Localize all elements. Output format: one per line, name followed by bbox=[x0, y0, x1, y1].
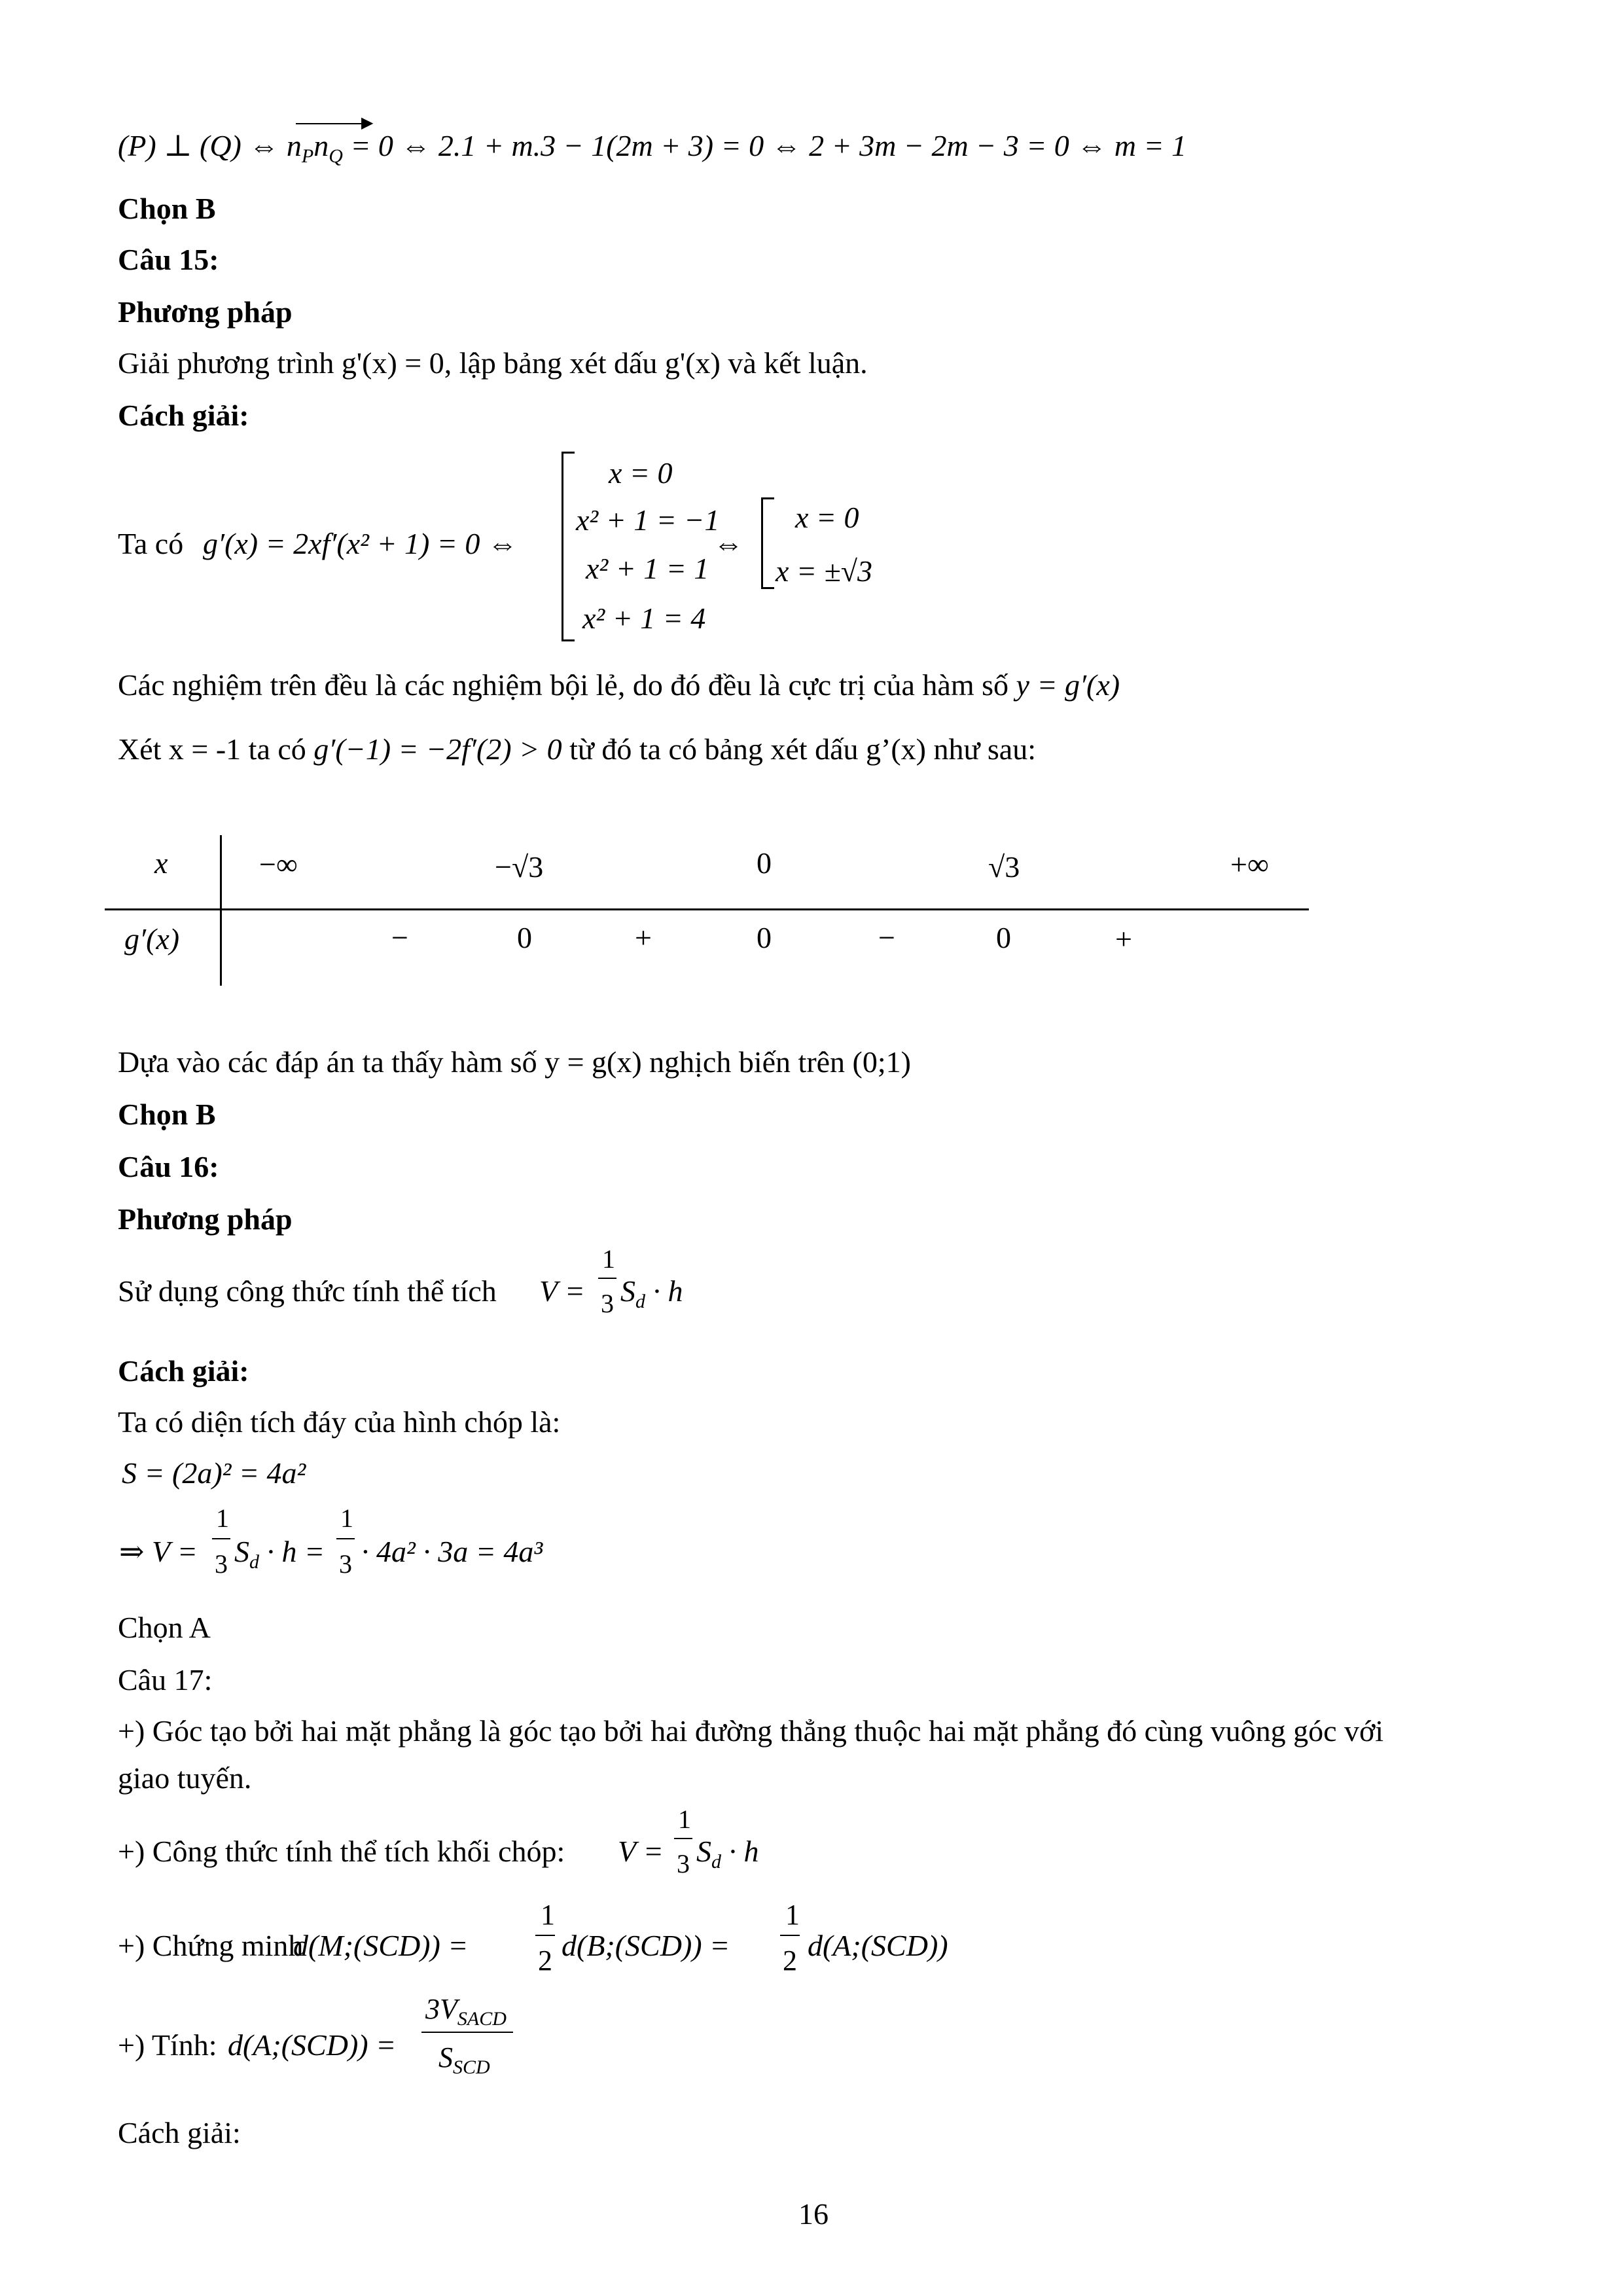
bracket2-top bbox=[761, 497, 774, 499]
page-number: 16 bbox=[798, 2197, 829, 2231]
vector-arrow bbox=[296, 123, 368, 124]
q17-item2-den: 3 bbox=[677, 1849, 690, 1878]
bracket2-bottom bbox=[761, 587, 774, 589]
q17-item3-c: d(A;(SCD)) bbox=[808, 1929, 948, 1962]
table-hline bbox=[105, 908, 1309, 910]
q17-item4-den: $S_{SCD}$ bbox=[438, 2041, 490, 2078]
q17-item1-line2: giao tuyến. bbox=[118, 1761, 252, 1795]
q16-title: Câu 16: bbox=[118, 1150, 219, 1183]
vol-num-2: 1 bbox=[340, 1503, 353, 1533]
q17-item2-text: +) Công thức tính thể tích khối chóp: bbox=[118, 1835, 565, 1868]
q15-conclusion: Dựa vào các đáp án ta thấy hàm số y = g(x) nghịch biến trên (0;1) bbox=[118, 1045, 911, 1079]
fraction-bar bbox=[336, 1538, 355, 1539]
q17-item3-text: +) Chứng minh bbox=[118, 1929, 304, 1962]
q17-item3-a: d(M;(SCD)) = bbox=[293, 1929, 469, 1962]
table-row2-label: g′(x) bbox=[124, 922, 180, 956]
q16-area-eq: S = (2a)² = 4a² bbox=[122, 1456, 306, 1490]
equiv-symbol: ⇔ bbox=[713, 527, 743, 560]
case-1: x = 0 bbox=[609, 456, 673, 490]
case-2: x² + 1 = −1 bbox=[576, 503, 720, 537]
sign-cell: + bbox=[635, 921, 652, 954]
formula-num: 1 bbox=[602, 1244, 615, 1274]
q15-ta-co: Ta có bbox=[118, 527, 184, 560]
sign-cell: 0 bbox=[517, 921, 532, 954]
q16-base-text: Ta có diện tích đáy của hình chóp là: bbox=[118, 1405, 561, 1439]
fraction-bar bbox=[598, 1278, 616, 1279]
x-value: −√3 bbox=[495, 850, 544, 884]
vol-den-2: 3 bbox=[339, 1549, 352, 1579]
bracket-top bbox=[562, 452, 575, 454]
formula-s: $S_d \cdot h$ bbox=[620, 1274, 683, 1313]
vol-s: $S_d \cdot h$ = bbox=[234, 1535, 325, 1573]
q15-title: Câu 15: bbox=[118, 243, 219, 276]
table-vline bbox=[220, 835, 222, 986]
sign-cell: + bbox=[1115, 922, 1132, 956]
fraction-bar bbox=[212, 1538, 230, 1539]
result-case-2: x = ±√3 bbox=[776, 554, 872, 588]
q17-item4-text: +) Tính: bbox=[118, 2028, 217, 2062]
q16-vol-prefix: ⇒ V = bbox=[119, 1535, 198, 1568]
q15-answer: Chọn B bbox=[118, 1098, 216, 1131]
q17-item4-lhs: d(A;(SCD)) = bbox=[228, 2028, 397, 2062]
table-row1-label: x bbox=[154, 846, 168, 880]
fraction-bar bbox=[674, 1838, 692, 1839]
vol-den-1: 3 bbox=[215, 1549, 228, 1579]
q17-item4-num: $3V_{SACD}$ bbox=[425, 1993, 507, 2030]
q16-solution-heading: Cách giải: bbox=[118, 1354, 249, 1388]
q15-check: Xét x = -1 ta có g′(−1) = −2f′(2) > 0 từ đó ta có bảng xét dấu g’(x) như sau: bbox=[118, 732, 1036, 766]
q17-item3-b: d(B;(SCD)) = bbox=[562, 1929, 730, 1962]
q15-eq-lhs: g′(x) = 2xf′(x² + 1) = 0 ⇔ bbox=[203, 527, 518, 560]
q17-item2-num: 1 bbox=[678, 1804, 691, 1834]
sign-cell: − bbox=[878, 921, 895, 954]
case-4: x² + 1 = 4 bbox=[582, 601, 706, 635]
fraction-bar bbox=[780, 1935, 800, 1936]
q17-title: Câu 17: bbox=[118, 1663, 213, 1696]
q16-method-heading: Phương pháp bbox=[118, 1202, 293, 1236]
item3-den-1: 2 bbox=[538, 1945, 552, 1977]
result-case-1: x = 0 bbox=[795, 501, 859, 534]
case-3: x² + 1 = 1 bbox=[586, 552, 709, 585]
bracket-bottom bbox=[562, 639, 575, 641]
q15-method-heading: Phương pháp bbox=[118, 295, 293, 329]
item3-den-2: 2 bbox=[783, 1945, 797, 1977]
q17-item2-v: V = bbox=[618, 1835, 664, 1868]
q16-method-text: Sử dụng công thức tính thể tích bbox=[118, 1274, 497, 1308]
vol-mid: · 4a² · 3a = 4a³ bbox=[361, 1535, 543, 1568]
q17-item1-line1: +) Góc tạo bởi hai mặt phẳng là góc tạo bởi hai đường thẳng thuộc hai mặt phẳng đó cùng vuông góc với bbox=[118, 1714, 1384, 1748]
q16-answer: Chọn A bbox=[118, 1611, 211, 1644]
q17-item2-s: $S_d \cdot h$ bbox=[696, 1835, 759, 1873]
bracket-left bbox=[562, 452, 563, 641]
sign-cell: 0 bbox=[757, 921, 772, 954]
sign-cell: 0 bbox=[996, 921, 1011, 954]
q14-answer: Chọn B bbox=[118, 192, 216, 225]
arrow-head-icon: ▶ bbox=[361, 115, 374, 132]
item3-num-2: 1 bbox=[785, 1899, 800, 1931]
q17-solution-heading: Cách giải: bbox=[118, 2116, 241, 2149]
vol-num-1: 1 bbox=[216, 1503, 229, 1533]
fraction-bar bbox=[535, 1935, 555, 1936]
sign-cell: − bbox=[391, 921, 408, 954]
bracket2-left bbox=[761, 497, 763, 589]
q15-method-text: Giải phương trình g'(x) = 0, lập bảng xét dấu g'(x) và kết luận. bbox=[118, 346, 868, 380]
x-value: 0 bbox=[757, 846, 772, 880]
x-value: √3 bbox=[988, 850, 1020, 884]
fraction-bar bbox=[421, 2032, 513, 2033]
formula-v: V = bbox=[539, 1274, 585, 1308]
x-value: +∞ bbox=[1230, 848, 1269, 881]
formula-den: 3 bbox=[601, 1289, 614, 1318]
item3-num-1: 1 bbox=[541, 1899, 555, 1931]
q15-roots-text: Các nghiệm trên đều là các nghiệm bội lẻ, do đó đều là cực trị của hàm số y = g′(x) bbox=[118, 668, 1120, 702]
x-value: −∞ bbox=[259, 848, 298, 881]
q15-solution-heading: Cách giải: bbox=[118, 399, 249, 432]
q14-equation: (P) ⊥ (Q) ⇔ $n_Pn_Q = 0$ ⇔ 2.1 + m.3 − 1(2m + 3) = 0 ⇔ 2 + 3m − 2m − 3 = 0 ⇔ m = 1 bbox=[118, 129, 1187, 168]
